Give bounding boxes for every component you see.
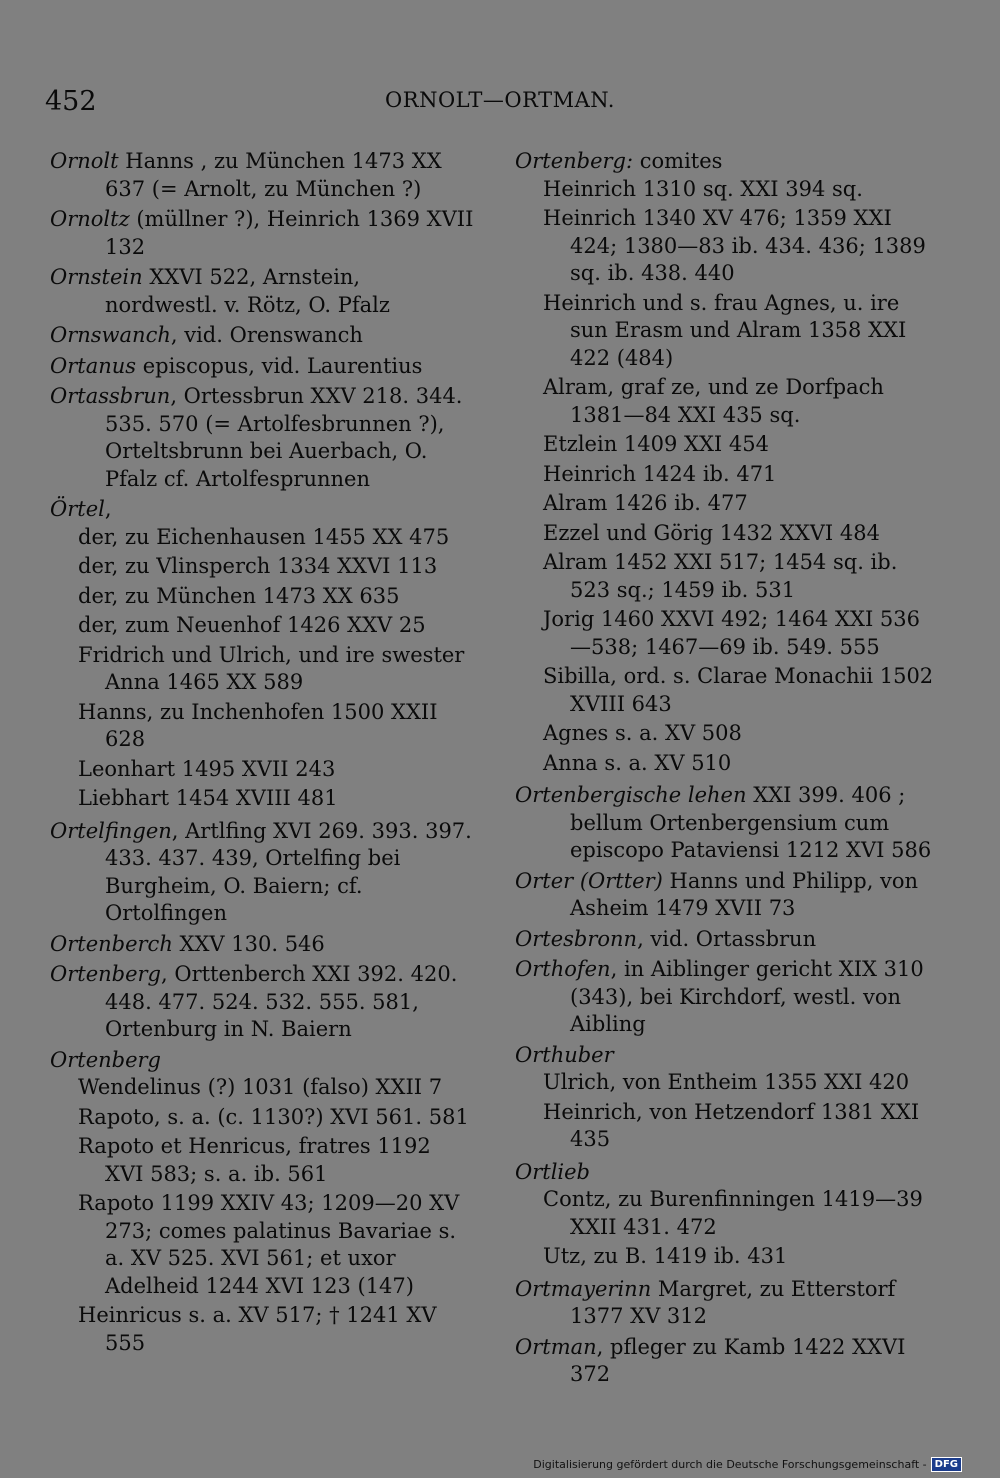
- entry-headword: Ornstein: [50, 265, 143, 289]
- sub-entry: Contz, zu Burenfinningen 1419—39 XXII 431. 472: [543, 1187, 923, 1239]
- entry-headword: Ortenberch: [50, 931, 173, 956]
- entry-text: XXVI 522, Arnstein, nordwestl. v. Rötz, O. Pfalz: [105, 265, 390, 317]
- sub-entry: Liebhart 1454 XVIII 481: [78, 786, 338, 810]
- index-entry: [50, 496, 475, 524]
- sub-entry: Jorig 1460 XXVI 492; 1464 XXI 536—538; 1467—69 ib. 549. 555: [543, 607, 920, 659]
- footer-credit: Digitalisierung gefördert durch die Deutsche Forschungsgemeinschaft -: [533, 1458, 927, 1471]
- sub-entry: Anna s. a. XV 510: [543, 750, 732, 775]
- entry-headword: Ortesbronn: [515, 926, 638, 951]
- entry-headword: Ortman: [515, 1334, 597, 1359]
- entry-headword: Ortenberg: [50, 1047, 161, 1072]
- sub-entry: Agnes s. a. XV 508: [543, 721, 742, 745]
- right-column: [515, 148, 940, 1392]
- index-entry: [515, 1042, 940, 1070]
- index-entry: [50, 931, 475, 959]
- index-entry: [515, 1159, 940, 1187]
- entry-headword: Ortenberg:: [515, 149, 634, 173]
- entry-text: , in Aiblinger gericht XIX 310 (343), bei Kirchdorf, westl. von Aibling: [570, 957, 924, 1036]
- sub-entry: Sibilla, ord. s. Clarae Monachii 1502 XVIII 643: [543, 664, 934, 716]
- index-entry: [50, 961, 475, 1044]
- sub-entry: Rapoto et Henricus, fratres 1192 XVI 583; s. a. ib. 561: [78, 1134, 431, 1186]
- entry-headword: Ortenberg: [50, 962, 161, 986]
- sub-entry: der, zum Neuenhof 1426 XXV 25: [78, 613, 426, 637]
- sub-entry: Rapoto, s. a. (c. 1130?) XVI 561. 581: [78, 1104, 469, 1129]
- sub-entry: Heinricus s. a. XV 517; † 1241 XV 555: [78, 1303, 437, 1355]
- sub-entry: Heinrich 1424 ib. 471: [543, 461, 777, 486]
- index-entry: [515, 148, 940, 176]
- footer: [533, 1457, 962, 1472]
- entry-headword: Ortelfingen: [50, 818, 172, 843]
- entry-headword: Orthuber: [515, 1042, 614, 1067]
- sub-entry: der, zu Vlinsperch 1334 XXVI 113: [78, 554, 438, 578]
- sub-entry: Alram 1452 XXI 517; 1454 sq. ib. 523 sq.; 1459 ib. 531: [543, 550, 898, 602]
- entry-headword: Örtel: [50, 497, 105, 521]
- index-entry: [50, 353, 475, 381]
- entry-text: ,: [104, 497, 112, 521]
- dfg-logo: DFG: [931, 1457, 962, 1472]
- sub-entry: Heinrich 1340 XV 476; 1359 XXI 424; 1380—83 ib. 434. 436; 1389 sq. ib. 438. 440: [543, 206, 926, 285]
- entry-text: XXI 399. 406 ; bellum Ortenbergensium cum episcopo Pataviensi 1212 XVI 586: [570, 783, 932, 862]
- entry-headword: Ortenbergische lehen: [515, 783, 747, 807]
- sub-entry: Ulrich, von Entheim 1355 XXI 420: [543, 1070, 910, 1094]
- entry-text: , vid. Ortassbrun: [637, 926, 817, 951]
- entry-text: , pfleger zu Kamb 1422 XXVI 372: [570, 1334, 906, 1386]
- entry-text: Margret, zu Etterstorf 1377 XV 312: [570, 1276, 896, 1328]
- sub-entry: Alram 1426 ib. 477: [543, 491, 748, 515]
- index-entry: [515, 868, 940, 923]
- entry-text: (müllner ?), Heinrich 1369 XVII 132: [105, 207, 474, 259]
- index-entry: [50, 383, 475, 493]
- sub-entry: Heinrich, von Hetzendorf 1381 XXI 435: [543, 1099, 920, 1151]
- entry-headword: Ortlieb: [515, 1159, 590, 1184]
- index-entry: [515, 1276, 940, 1331]
- index-entry: [50, 818, 475, 928]
- index-entry: [50, 322, 475, 350]
- index-entry: [50, 264, 475, 319]
- sub-entry: Leonhart 1495 XVII 243: [78, 756, 336, 781]
- index-entry: [50, 1047, 475, 1075]
- sub-entry: Heinrich und s. frau Agnes, u. ire sun Erasm und Alram 1358 XXI 422 (484): [543, 290, 907, 370]
- sub-entry: der, zu München 1473 XX 635: [78, 583, 400, 608]
- entry-text: comites: [633, 149, 723, 173]
- entry-headword: Orter (Ortter): [515, 868, 663, 893]
- entry-headword: Ornolt: [50, 149, 119, 173]
- left-column: [50, 148, 475, 1362]
- entry-headword: Ortassbrun: [50, 384, 171, 408]
- index-entry: [515, 1334, 940, 1389]
- sub-entry: Etzlein 1409 XXI 454: [543, 432, 769, 456]
- entry-text: episcopus, vid. Laurentius: [136, 353, 423, 378]
- entry-text: XXV 130. 546: [172, 931, 325, 956]
- index-entry: [515, 926, 940, 954]
- sub-entry: Fridrich und Ulrich, und ire swester Anna 1465 XX 589: [78, 642, 465, 694]
- page-number: 452: [45, 86, 97, 117]
- sub-entry: Utz, zu B. 1419 ib. 431: [543, 1244, 788, 1268]
- sub-entry: Hanns, zu Inchenhofen 1500 XXII 628: [78, 699, 438, 751]
- entry-headword: Ornswanch: [50, 323, 171, 347]
- entry-text: , Artlfing XVI 269. 393. 397. 433. 437. 439, Ortelfing bei Burgheim, O. Baiern; cf. Ortolfingen: [105, 818, 472, 925]
- sub-entry: Wendelinus (?) 1031 (falso) XXII 7: [78, 1075, 443, 1099]
- entry-text: , Ortessbrun XXV 218. 344. 535. 570 (= Artolfesbrunnen ?), Orteltsbrunn bei Auerbach, O. Pfalz cf. Artolfesprunnen: [105, 384, 463, 491]
- sub-entry: Alram, graf ze, und ze Dorfpach 1381—84 XXI 435 sq.: [543, 375, 884, 427]
- running-head: ORNOLT—ORTMAN.: [385, 88, 615, 112]
- entry-headword: Ortmayerinn: [515, 1276, 652, 1301]
- entry-text: Hanns und Philipp, von Asheim 1479 XVII 73: [570, 868, 919, 920]
- sub-entry: der, zu Eichenhausen 1455 XX 475: [78, 524, 450, 549]
- entry-text: , vid. Orenswanch: [170, 323, 363, 347]
- entry-headword: Orthofen: [515, 957, 611, 981]
- sub-entry: Rapoto 1199 XXIV 43; 1209—20 XV 273; comes palatinus Bavariae s. a. XV 525. XVI 561; et uxor Adelheid 1244 XVI 123 (147): [78, 1191, 460, 1298]
- index-entry: [50, 206, 475, 261]
- entry-text: Hanns , zu München 1473 XX 637 (= Arnolt, zu München ?): [105, 149, 442, 201]
- entry-headword: Ornoltz: [50, 207, 130, 231]
- sub-entry: Ezzel und Görig 1432 XXVI 484: [543, 520, 880, 545]
- index-entry: [515, 782, 940, 865]
- entry-headword: Ortanus: [50, 353, 137, 378]
- index-entry: [515, 956, 940, 1039]
- index-entry: [50, 148, 475, 203]
- sub-entry: Heinrich 1310 sq. XXI 394 sq.: [543, 176, 863, 201]
- entry-text: , Orttenberch XXI 392. 420. 448. 477. 524. 532. 555. 581, Ortenburg in N. Baiern: [105, 962, 458, 1041]
